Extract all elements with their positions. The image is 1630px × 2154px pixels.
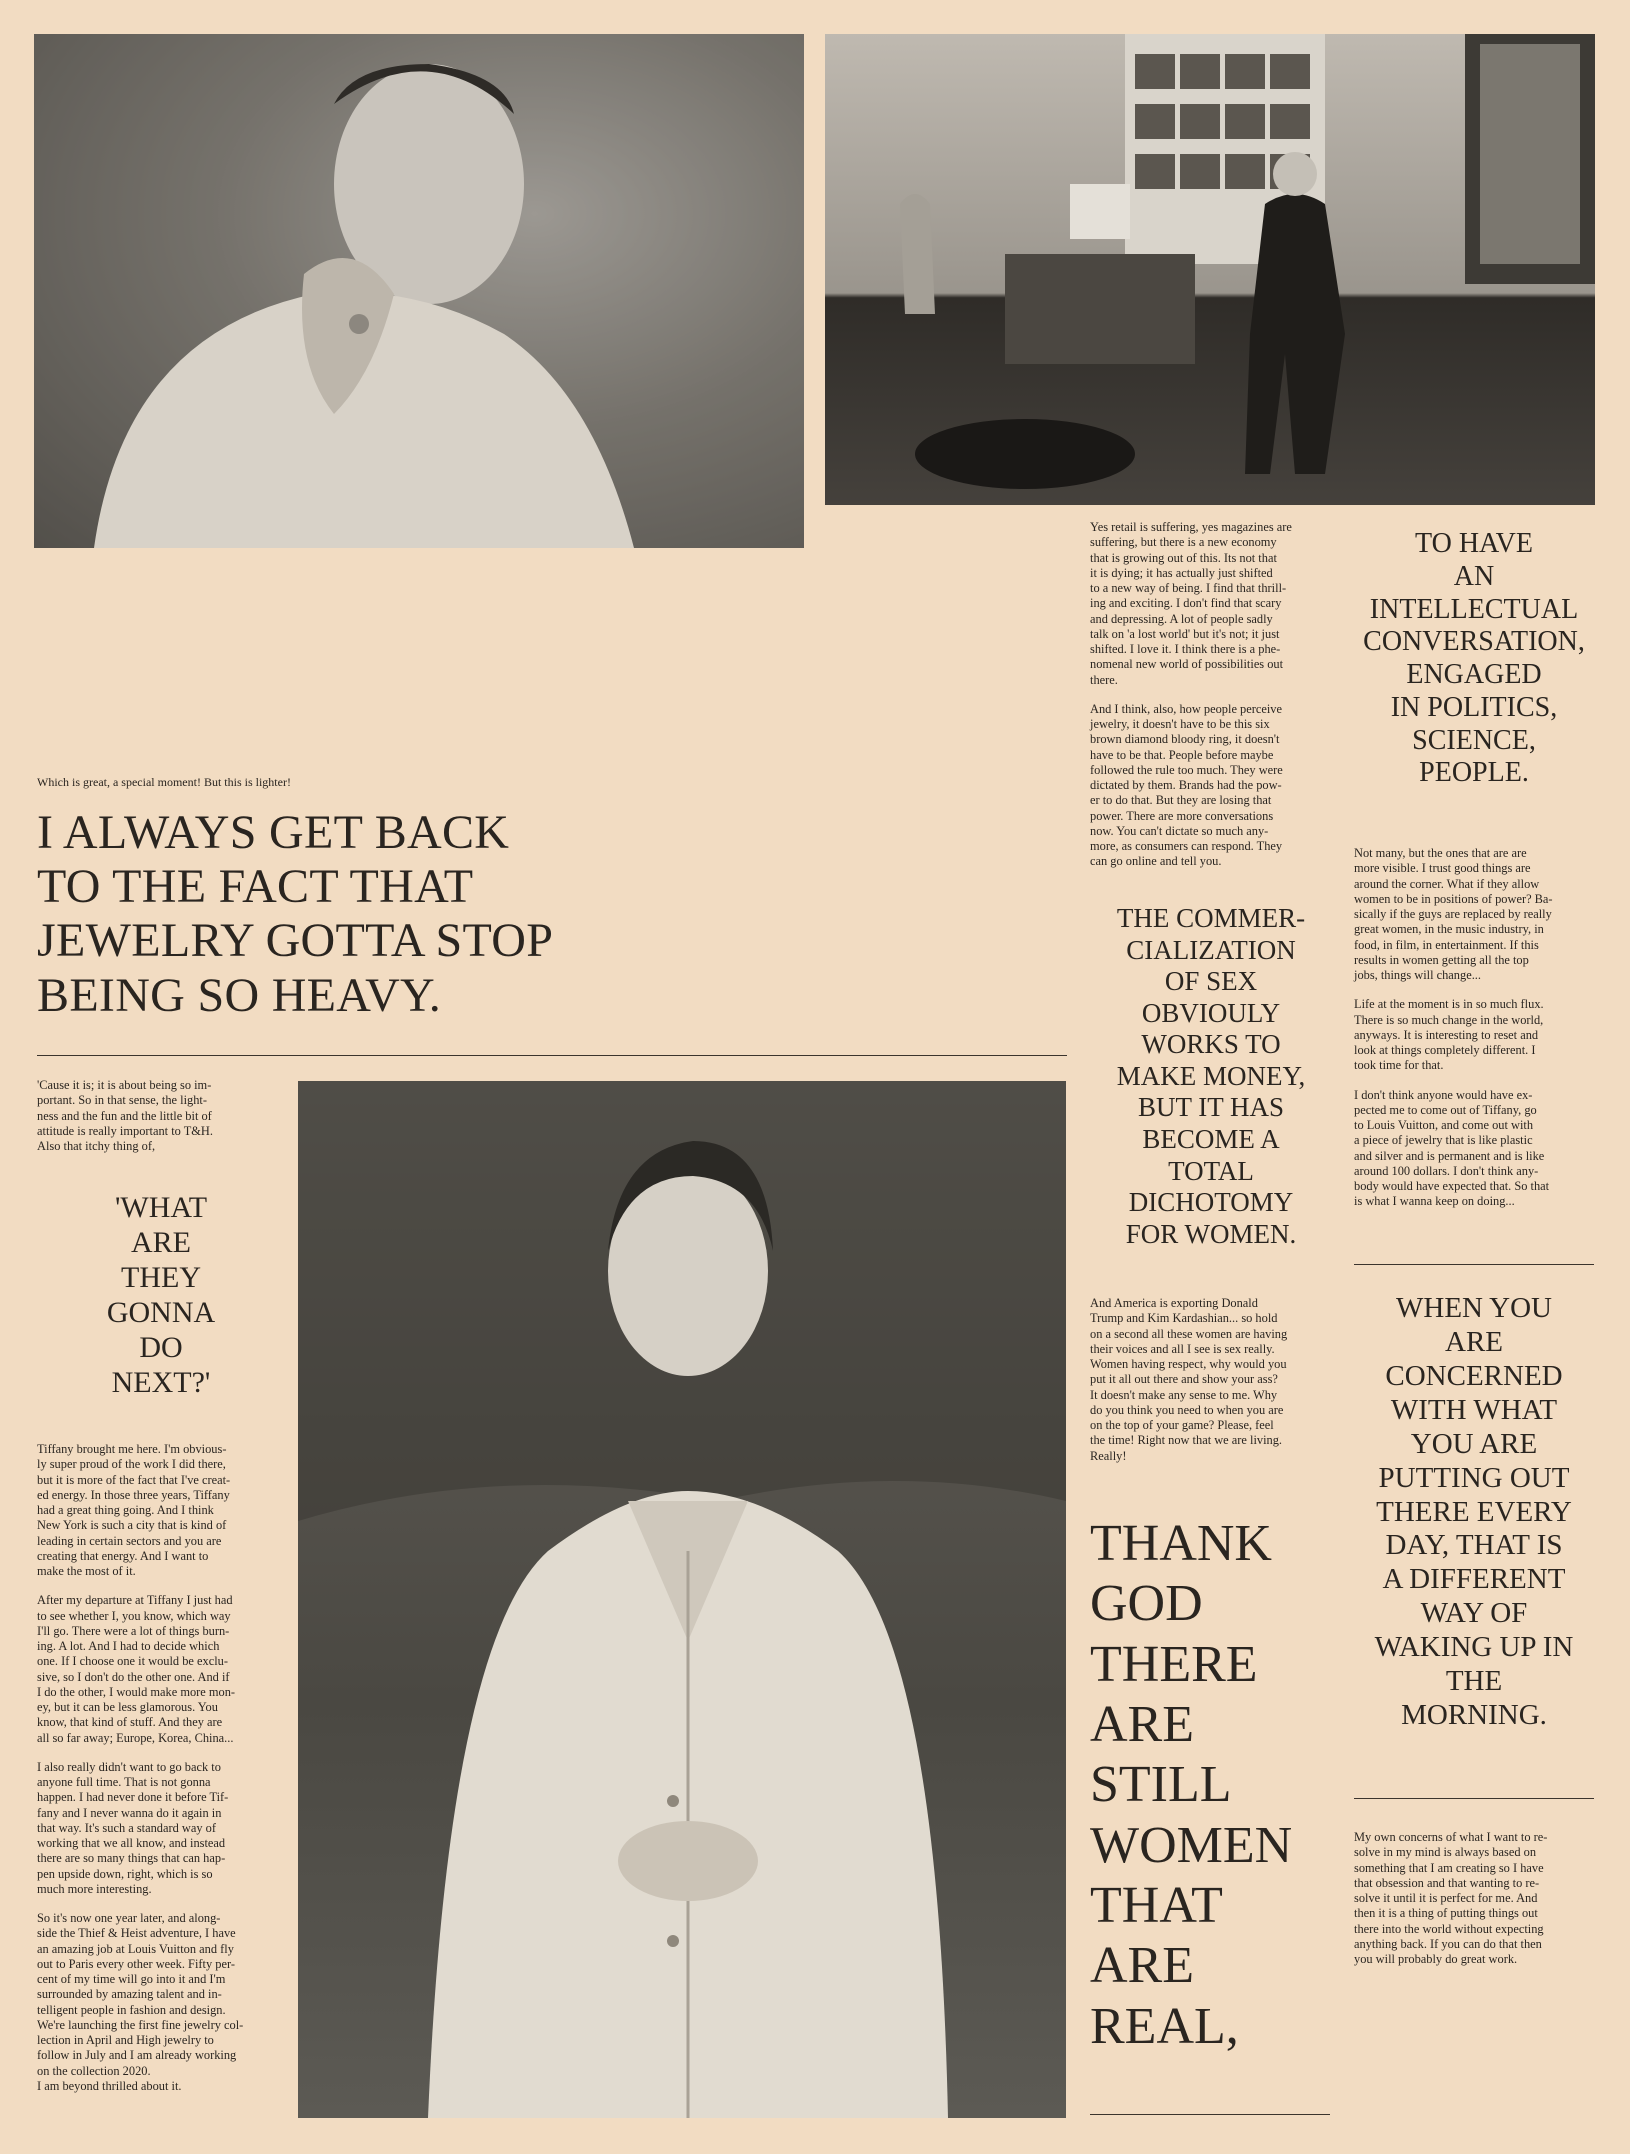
left-body (37, 1442, 285, 2108)
left-intro (37, 1078, 285, 1168)
left-paragraph-3: I also really didn't want to go back to anyone full time. That is not gonna happen. I had never done it before Tif- fany and I never wanna do it again in that way. It's such a standard way of working that we all know, and instead there are so many things that can hap- pen upside down, right, which is so much more interesting. (37, 1759, 229, 1896)
right-paragraph-3: I don't think anyone would have ex- pected me to come out of Tiffany, go to Louis Vuitton, and come out with a piece of jewelry that is like plastic and silver and is permanent and is like around 100 dollars. I don't think any- body would have expected that. So that is what I wanna keep on doing... (1354, 1087, 1550, 1209)
right-body-bottom (1354, 1830, 1594, 1981)
office-with-bookshelf-icon (825, 34, 1595, 505)
right-rule-1 (1354, 1264, 1594, 1265)
kicker-text: Which is great, a special moment! But this is lighter! (37, 775, 291, 789)
headline-rule (37, 1055, 1067, 1056)
right-paragraph-4: My own concerns of what I want to re- solve in my mind is always based on something that I am creating so I have that obsession and that wanting to re- solve it until it is perfect for me. And then it is a thing of putting things out there into the world without expecting anything back. If you can do that then you will probably do great work. (1354, 1830, 1548, 1966)
right-rule-2 (1354, 1798, 1594, 1799)
portrait-trench-coat-icon (298, 1081, 1066, 2118)
headline: I ALWAYS GET BACK TO THE FACT THAT JEWELRY GOTTA STOP BEING SO HEAVY. (37, 806, 554, 1022)
left-pull-quote: 'WHAT ARE THEY GONNA DO NEXT?' (106, 1191, 216, 1400)
left-intro-text: 'Cause it is; it is about being so im- portant. So in that sense, the light- ness and the fun and the little bit of attitude is really important to T&H. Also that itchy thing of, (37, 1078, 213, 1153)
right-body-top (1354, 846, 1594, 1224)
mid-paragraph-2: And I think, also, how people perceive jewelry, it doesn't have to be this six brown diamond bloody ring, it doesn't have to be that. People before maybe followed the rule too much. They were dictated by them. Brands had the pow- er to do that. But they are losing that power. There are more conversations now. You can't dictate so much any- more, as consumers can respond. They can go online and tell you. (1090, 701, 1283, 869)
left-paragraph-4: So it's now one year later, and along- side the Thief & Heist adventure, I have an amazing job at Louis Vuitton and fly out to Paris every other week. Fifty per- cent of my time will go into it and I'm surrounded by amazing talent and in- telligent people in fashion and design. We're launching the first fine jewelry col- lection in April and High jewelry to follow in July and I am already working on the collection 2020. I am beyond thrilled about it. (37, 1911, 244, 2093)
mid-paragraph-1: Yes retail is suffering, yes magazines are suffering, but there is a new economy that is growing out of this. Its not that it is dying; it has actually just shifted to a new way of being. I find that thrill- ing and exciting. I don't find that scary and depressing. A lot of people sadly talk on 'a lost world' but it's not; it just shifted. I love it. I think there is a phe- nomenal new world of possibilities out there. (1090, 520, 1292, 687)
photo-top-right (825, 34, 1595, 505)
photo-main (298, 1081, 1066, 2118)
mid-pull-quote: THE COMMER- CIALIZATION OF SEX OBVIOULY WORKS TO MAKE MONEY, BUT IT HAS BECOME A TOTAL DICHOTOMY FOR WOMEN. (1116, 903, 1306, 1249)
right-paragraph-2: Life at the moment is in so much flux. There is so much change in the world, anyways. It is interesting to reset and look at things completely different. I took time for that. (1354, 997, 1544, 1073)
portrait-hand-on-face-icon (34, 34, 804, 548)
mid-big-quote: THANK GOD THERE ARE STILL WOMEN THAT ARE REAL, (1090, 1515, 1293, 2055)
mid-paragraph-3: And America is exporting Donald Trump and Kim Kardashian... so hold on a second all these women are having their voices and all I see is sex really. Women having respect, why would you put it all out there and show your ass? It doesn't make any sense to me. Why do you think you need to when you are on the top of your game? Please, feel the time! Right now that we are living. Really! (1090, 1296, 1288, 1463)
right-pull-quote-2: WHEN YOU ARE CONCERNED WITH WHAT YOU ARE PUTTING OUT THERE EVERY DAY, THAT IS A DIFFERENT WAY OF WAKING UP IN THE MORNING. (1374, 1292, 1574, 1732)
right-paragraph-1: Not many, but the ones that are are more visible. I trust good things are around the corner. What if they allow women to be in positions of power? Ba- sically if the guys are replaced by really great women, in the music industry, in food, in film, in entertainment. If this results in women getting all the top jobs, things will change... (1354, 846, 1553, 982)
photo-top-left (34, 34, 804, 548)
left-paragraph-1: Tiffany brought me here. I'm obvious- ly super proud of the work I did there, but it is more of the fact that I've creat- ed energy. In those three years, Tiffany had a great thing going. And I think New York is such a city that is kind of leading in certain sectors and you are creating that energy. And I want to make the most of it. (37, 1442, 231, 1578)
mid-bottom-rule (1090, 2114, 1330, 2115)
left-paragraph-2: After my departure at Tiffany I just had to see whether I, you know, which way I'll go. There were a lot of things burn- ing. A lot. And I had to decide which one. If I choose one it would be exclu- sive, so I don't do the other one. And if I do the other, I would make more mon- ey, but it can be less glamorous. You know, that kind of stuff. And they are all so far away; Europe, Korea, China... (37, 1593, 236, 1745)
mid-body-top (1090, 520, 1332, 884)
right-pull-quote-1: TO HAVE AN INTELLECTUAL CONVERSATION, ENGAGED IN POLITICS, SCIENCE, PEOPLE. (1363, 528, 1585, 789)
mid-body-bottom (1090, 1296, 1332, 1478)
